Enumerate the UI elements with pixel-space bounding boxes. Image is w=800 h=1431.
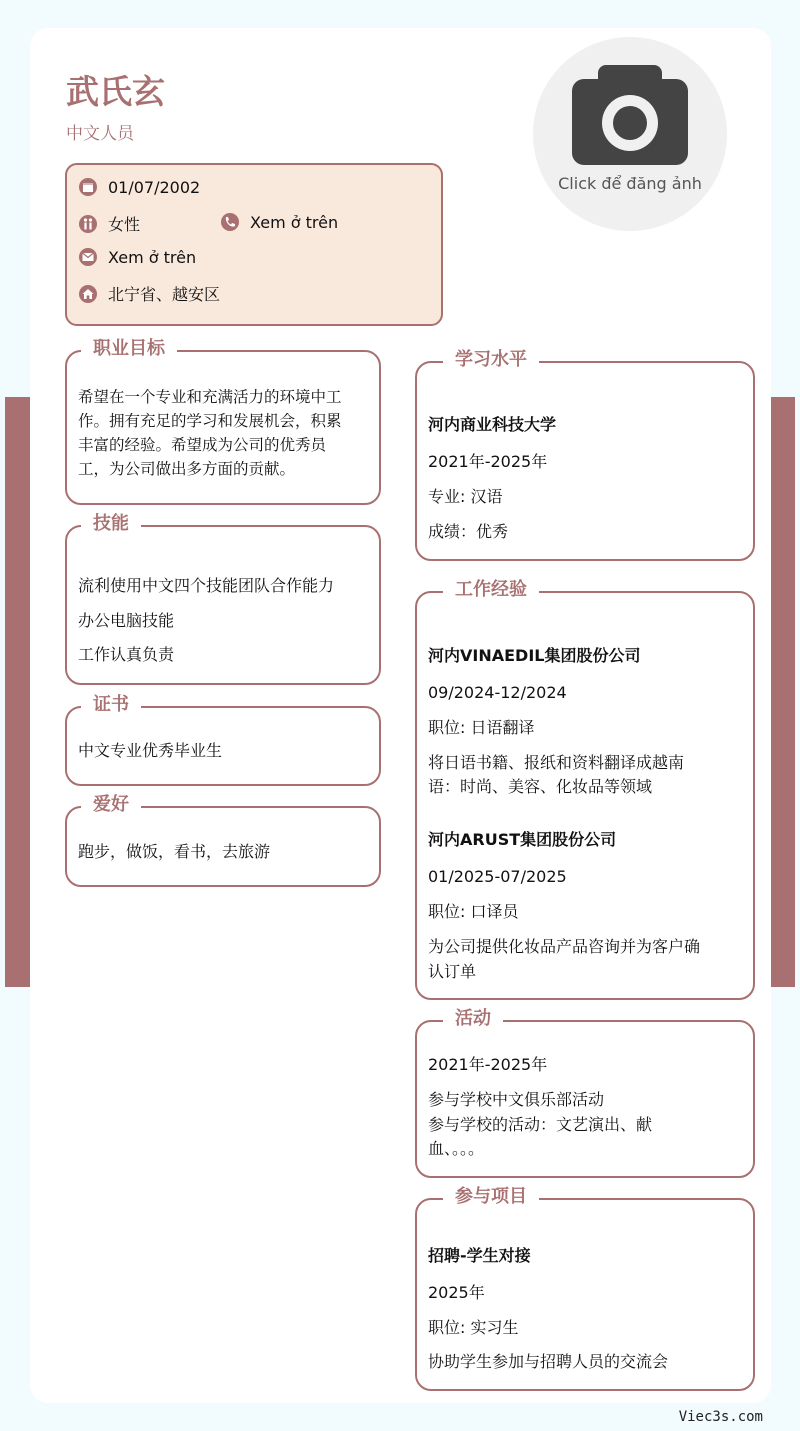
job-period: 01/2025-07/2025 xyxy=(428,867,567,886)
job-period: 09/2024-12/2024 xyxy=(428,683,567,702)
education-period: 2021年-2025年 xyxy=(428,452,548,471)
job-company: 河内ARUST集团股份公司 xyxy=(428,830,617,849)
activity-line: 参与学校中文俱乐部活动 xyxy=(428,1090,605,1109)
objective-title: 职业目标 xyxy=(81,336,177,362)
skills-title: 技能 xyxy=(81,511,141,537)
left-accent-bar xyxy=(5,397,30,987)
school-name: 河内商业科技大学 xyxy=(428,415,557,434)
phone-icon xyxy=(220,212,240,232)
address-row xyxy=(78,282,220,305)
birthday-text: 01/07/2002 xyxy=(108,177,201,197)
gender-row xyxy=(78,212,140,235)
objective-line: 作。拥有充足的学习和发展机会，积累 xyxy=(78,412,342,430)
hobby-item: 跑步，做饭，看书，去旅游 xyxy=(78,842,271,861)
phone-text: Xem ở trên xyxy=(250,212,339,232)
hobbies-title: 爱好 xyxy=(81,792,141,818)
project-year: 2025年 xyxy=(428,1283,485,1302)
gender-icon xyxy=(78,214,98,234)
experience-section xyxy=(415,579,755,1000)
education-title: 学习水平 xyxy=(443,347,539,373)
job-position: 职位: 日语翻译 xyxy=(428,718,535,737)
skills-section xyxy=(65,513,381,685)
calendar-icon xyxy=(78,177,98,197)
right-accent-bar xyxy=(770,397,795,987)
certificates-title: 证书 xyxy=(81,692,141,718)
education-major: 专业: 汉语 xyxy=(428,487,503,506)
skill-item: 办公电脑技能 xyxy=(78,611,175,630)
projects-title: 参与项目 xyxy=(443,1184,539,1210)
gender-text: 女性 xyxy=(108,215,141,234)
activities-section xyxy=(415,1008,755,1178)
photo-caption: Click để đăng ảnh xyxy=(558,174,702,193)
candidate-name: 武氏玄 xyxy=(66,72,165,111)
hobbies-section xyxy=(65,794,381,887)
certificate-item: 中文专业优秀毕业生 xyxy=(78,741,223,760)
project-position: 职位: 实习生 xyxy=(428,1318,519,1337)
job-company: 河内VINAEDIL集团股份公司 xyxy=(428,646,641,665)
objective-line: 希望在一个专业和充满活力的环境中工 xyxy=(78,388,342,406)
activities-title: 活动 xyxy=(443,1006,503,1032)
objective-line: 丰富的经验。希望成为公司的优秀员 xyxy=(78,436,327,454)
phone-row xyxy=(220,212,338,232)
job-position: 职位: 口译员 xyxy=(428,902,519,921)
activity-line: 血、。。。 xyxy=(428,1139,485,1158)
email-text: Xem ở trên xyxy=(108,247,197,267)
objective-section xyxy=(65,338,381,505)
photo-upload[interactable] xyxy=(533,37,727,231)
project-description: 协助学生参加与招聘人员的交流会 xyxy=(428,1352,669,1371)
job-description: 认订单 xyxy=(428,962,477,981)
job-description: 为公司提供化妆品产品咨询并为客户确 xyxy=(428,937,701,956)
skill-item: 工作认真负责 xyxy=(78,645,175,664)
education-section xyxy=(415,349,755,561)
watermark: Viec3s.com xyxy=(678,1409,763,1425)
job-description: 语：时尚、美容、化妆品等领域 xyxy=(428,777,653,796)
education-grade: 成绩：优秀 xyxy=(428,522,509,541)
project-name: 招聘-学生对接 xyxy=(428,1246,531,1265)
camera-icon xyxy=(572,65,688,167)
email-icon xyxy=(78,247,98,267)
projects-section xyxy=(415,1186,755,1391)
skill-item: 流利使用中文四个技能团队合作能力 xyxy=(78,576,335,595)
activity-line: 参与学校的活动：文艺演出、献 xyxy=(428,1115,653,1134)
address-text: 北宁省、越安区 xyxy=(108,285,221,304)
certificates-section xyxy=(65,694,381,786)
email-row xyxy=(78,247,196,267)
home-icon xyxy=(78,284,98,304)
activity-period: 2021年-2025年 xyxy=(428,1055,548,1074)
experience-title: 工作经验 xyxy=(443,577,539,603)
birthday-row xyxy=(78,177,200,197)
candidate-title: 中文人员 xyxy=(66,124,134,144)
job-description: 将日语书籍、报纸和资料翻译成越南 xyxy=(428,753,685,772)
contact-info-box xyxy=(65,163,443,326)
objective-line: 工，为公司做出多方面的贡献。 xyxy=(78,460,296,478)
